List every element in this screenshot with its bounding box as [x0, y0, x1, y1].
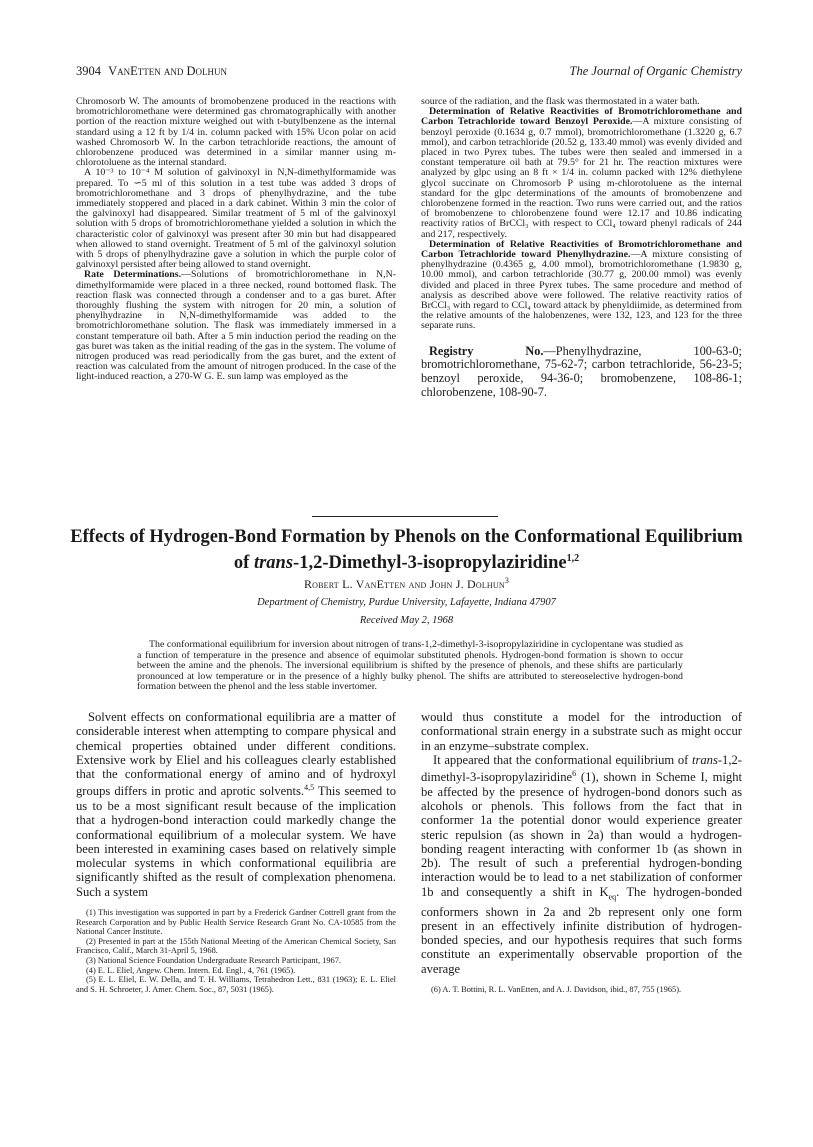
paragraph-text: —Solutions of bromotrichloromethane in N,N-dimethylformamide were placed in a three necked, round bottomed flask. The reaction flask was connected through a condenser and to a gas buret. After thoroughly flushing the system with nitrogen for 20 min, a solution of phenylhydrazine in N,N-dimethylformamide was added to the bromotrichloromethane solution. The flask was immediately immersed in a constant temperature oil bath. After a 5 min induction period the reading on the gas buret was taken as the initial reading of the gas in the system. The volume of nitrogen produced was read periodically from the gas buret, and the extent of reaction was calculated from the amount of nitrogen produced. In the case of the light-induced reaction, a 270-W G. E. sun lamp was employed as the — [76, 269, 397, 383]
paragraph-text: —A mixture consisting of phenylhydrazine (0.4365 g, 4.00 mmol), bromotrichloromethane (1.9830 g, 10.00 mmol), and carbon tetrachloride (30.77 g, 200.00 mmol) was evenly divided and placed in three Pyrex tubes. The same procedure and method of analysis as described above were followed. The relative reactivity ratios of BrCCl₃ with regard to CCl₄ toward attack by phenyldiimide, as determined from the relative amounts of the halobenzenes, were 132, 123, and 123 for the three separate runs. — [421, 249, 742, 332]
body-text: (1), shown in Scheme I, might be affected by the presence of hydrogen-bond donors such as alcohols or phenols. This follows from the fact that in conformer 1a the potential donor would experience greater steric repulsion (as shown in 2a) than would a hydrogen-bonding reagent interacting with conformer 1b (as shown in 2b). The result of such a preferential hydrogen-bonding interaction would be to lead to a net stabilization of conformer 1b and consequently a shift in K — [421, 770, 742, 899]
title-line-2 — [60, 548, 753, 574]
citation-ref: 6 — [572, 769, 577, 779]
subscript: eq — [608, 892, 617, 902]
top-right-column — [421, 97, 742, 412]
section-divider — [312, 516, 498, 517]
title-line-1: Effects of Hydrogen-Bond Formation by Phenols on the Conformational Equilibrium — [70, 527, 743, 547]
body-left-column — [76, 710, 396, 994]
article-authors — [60, 574, 753, 591]
body-text: -1,2-dimethyl-3-isopropylaziridine — [421, 752, 742, 785]
authors-text: Robert L. VanEtten and John J. Dolhun — [303, 577, 505, 591]
body-text: It appeared that the conformational equilibrium of — [433, 752, 692, 767]
footnotes-left — [76, 908, 396, 994]
footnote: (1) This investigation was supported in part by a Frederick Gardner Cottrell grant from the Research Corporation and by Public Health Service Research Grant No. CA-10585 from the National Cancer Institute. — [76, 908, 396, 937]
footnote: (3) National Science Foundation Undergraduate Research Participant, 1967. — [86, 956, 341, 966]
received-date: Received May 2, 1968 — [359, 615, 454, 626]
abstract: The conformational equilibrium for inversion about nitrogen of trans-1,2-dimethyl-3-isopropylaziridine in cyclopentane was studied as a function of temperature in the presence and absence of equimolar substituted phenols. Hydrogen-bond formation is shown to occur between the amine and the phenols. The inversional equilibrium is shifted by the presence of phenols, and these shifts are particularly pronounced at low temperature or in the presence of a highly bulky phenol. The shifts are attributed to stereoselective hydrogen-bond formation between the phenol and the less stable invertomer. — [137, 639, 683, 692]
body-paragraph — [421, 753, 742, 976]
section-heading: Rate Determinations. — [84, 269, 182, 281]
paragraph: source of the radiation, and the flask was thermostated in a water bath. — [421, 96, 700, 107]
footnote: (4) E. L. Eliel, Angew. Chem. Intern. Ed. Engl., 4, 761 (1965). — [86, 965, 296, 975]
body-paragraph: would thus constitute a model for the introduction of conformational strain energy in a substrate such as might occur in an enzyme–substrate complex. — [421, 710, 742, 753]
body-text: This seemed to us to be a most significant result because of the implication that a hydrogen-bond interaction could markedly change the conformational equilibrium of a molecular system. We have been interested in examining cases based on relatively simple molecular systems in which conformational equilibria are significantly shifted as the result of complexation phenomena. Such a system — [76, 784, 396, 899]
header-authors: VanEtten and Dolhun — [108, 64, 228, 78]
body-text: Solvent effects on conformational equilibria are a matter of considerable interest when attempting to compare physical and chemical properties obtained under different conditions. Extensive work by Eliel and his colleagues clearly established that the conformational energy of amino and of hydroxyl groups differs in protic and aprotic solvents. — [76, 710, 396, 799]
paragraph — [421, 107, 742, 240]
footnote: (2) Presented in part at the 155th National Meeting of the American Chemical Society, San Francisco, Calif., March 31-April 5, 1968. — [76, 936, 396, 956]
header-left — [76, 64, 227, 78]
registry-text: —Phenylhydrazine, 100-63-0; bromotrichloromethane, 75-62-7; carbon tetrachloride, 56-23-5; benzoyl peroxide, 94-36-0; bromobenzene, 108-86-1; chlorobenzene, 108-90-7. — [421, 343, 742, 400]
authors-footnote-ref: 3 — [504, 576, 510, 585]
body-italic: trans — [691, 752, 718, 767]
article-title — [60, 526, 753, 574]
paragraph — [76, 270, 396, 382]
affiliation: Department of Chemistry, Purdue University, Lafayette, Indiana 47907 — [257, 597, 556, 608]
citation-ref: 4,5 — [304, 783, 315, 793]
registry-numbers — [421, 345, 742, 400]
journal-name: The Journal of Organic Chemistry — [569, 64, 742, 78]
body-text: . The hydrogen-bonded conformers shown in 2a and 2b represent only one form present in an effectively infinite distribution of hydrogen-bonded species, and our hypothesis requires that such forms constitute an experimentally observable proportion of the average — [421, 884, 742, 976]
title-prefix: of — [233, 553, 254, 574]
paragraph — [421, 240, 742, 332]
paragraph-text: —A mixture consisting of benzoyl peroxide (0.1634 g, 0.7 mmol), bromotrichloromethane (1.3220 g, 6.7 mmol), and carbon tetrachloride (20.52 g, 133.40 mmol) was evenly divided and placed in two Pyrex tubes. The tubes were then sealed and immersed in a constant temperature oil bath at 79.5° for 21 hr. The reaction mixtures were analyzed by glpc using an 8 ft × 1/4 in. column packed with 12% diethylene glycol succinate on Chromosorb P using m-chlorotoluene as the internal standard for the glpc determinations of the amounts of bromobenzene and chlorobenzene formed in the reaction. Two runs were carried out, and the ratios of bromobenzene to chlorobenzene found were 12.17 and 10.86 indicating reactivity ratios of BrCCl₃ with respect to CCl₄ toward phenyl radicals of 244 and 217, respectively. — [421, 116, 743, 240]
registry-heading: Registry No. — [429, 343, 544, 358]
footnote: (5) E. L. Eliel, E. W. Della, and T. H. Williams, Tetrahedron Lett., 831 (1963); E. L. Eliel and S. H. Schroeter, J. Amer. Chem. Soc., 87, 5031 (1965). — [76, 975, 396, 994]
section-heading: Determination of Relative Reactivities of Bromotrichloromethane and Carbon Tetrachloride toward Benzoyl Peroxide. — [421, 106, 742, 128]
title-rest: -1,2-Dimethyl-3-isopropylaziridine — [293, 553, 567, 574]
title-footnote-ref: 1,2 — [566, 553, 580, 564]
paragraph: A 10⁻³ to 10⁻⁴ M solution of galvinoxyl in N,N-dimethylformamide was prepared. To ∽5 ml of this solution in a test tube was added 3 drops of bromotrichloromethane and 3 drops of phenylhydrazine, and the tube immediately stoppered and placed in a dark cabinet. Within 3 min the color of the galvinoxyl had disappeared. Similar treatment of 5 ml of the galvinoxyl solution with 5 drops of bromotrichloromethane yielded a solution in which the characteristic color of galvinoxyl was present after 30 min but had disappeared when allowed to stand overnight. Treatment of 5 ml of the galvinoxyl solution with 5 drops of phenylhydrazine gave a solution in which the purple color of galvinoxyl persisted after being allowed to stand overnight. — [76, 167, 396, 271]
body-paragraph — [76, 710, 396, 899]
section-heading: Determination of Relative Reactivities of Bromotrichloromethane and Carbon Tetrachloride toward Phenylhydrazine. — [421, 238, 742, 261]
body-right-column — [421, 710, 742, 995]
footnotes-right — [421, 985, 742, 995]
footnote: (6) A. T. Bottini, R. L. VanEtten, and A. J. Davidson, ibid., 87, 755 (1965). — [431, 985, 682, 995]
top-left-column — [76, 97, 396, 383]
page-number: 3904 — [76, 64, 101, 78]
title-italic: trans — [253, 553, 294, 574]
paragraph: Chromosorb W. The amounts of bromobenzene produced in the reactions with bromotrichloromethane were determined gas chromatographically with another portion of the reaction mixture weighed out with t-butylbenzene as the internal standard using a 12 ft by 1/4 in. column packed with 15% Ucon polar on acid washed Chromosorb W. In the carbon tetrachloride reactions, the amount of chlorobenzene produced was determined in a similar manner using m-chlorotoluene as the internal standard. — [76, 96, 396, 169]
